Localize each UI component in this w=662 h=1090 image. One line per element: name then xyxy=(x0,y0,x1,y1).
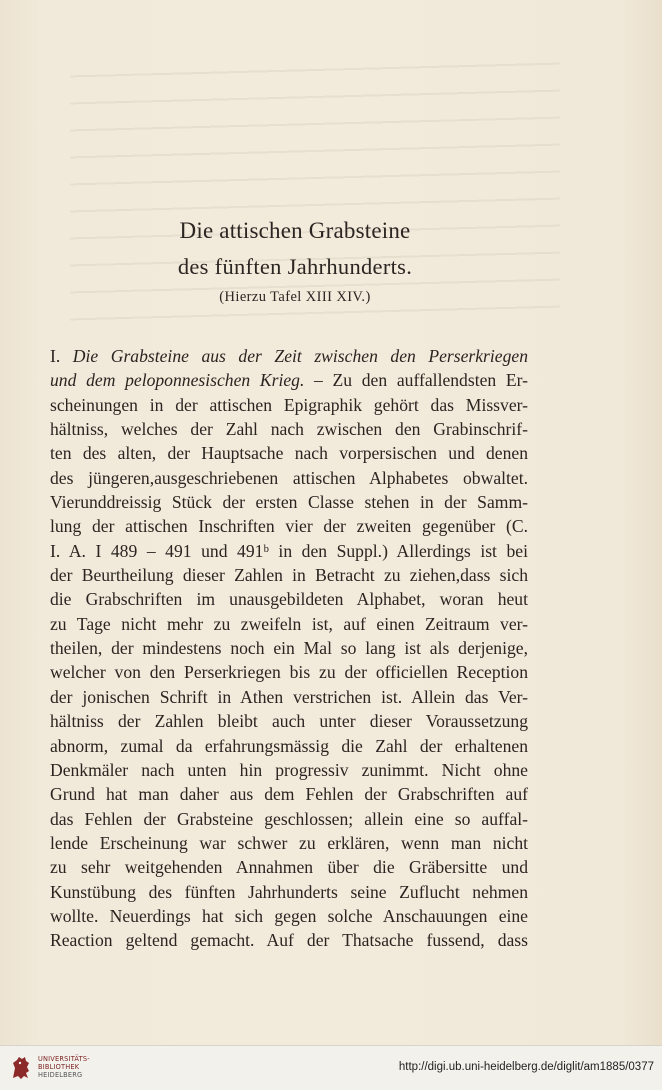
viewer-footer xyxy=(0,1045,662,1090)
text-line: die Grabschriften im unausgebildeten Alphabet, woran heut xyxy=(50,589,528,610)
section-number: I. xyxy=(50,346,73,366)
text-line: welcher von den Perserkriegen bis zu der officiellen Reception xyxy=(50,662,528,683)
text-line: zu sehr weitgehenden Annahmen über die Gräbersitte und xyxy=(50,857,528,878)
text-line: der Beurtheilung dieser Zahlen in Betracht zu ziehen,dass sich xyxy=(50,565,528,586)
section-heading-italic: und dem peloponnesischen Krieg. xyxy=(50,370,305,391)
text-line: theilen, der mindestens noch ein Mal so lang ist als derjenige, xyxy=(50,638,528,659)
plate-reference: (Hierzu Tafel XIII XIV.) xyxy=(219,289,371,305)
text-line: Reaction geltend gemacht. Auf der Thatsache fussend, dass xyxy=(50,930,528,951)
text-line: des jüngeren,ausgeschriebenen attischen Alphabetes obwaltet. xyxy=(50,467,528,488)
article-title: Die attischen Grabsteine xyxy=(179,218,411,243)
text-line xyxy=(50,368,528,392)
text-line: zu Tage nicht mehr zu zweifeln ist, auf einen Zeitraum ver- xyxy=(50,613,528,634)
text-line: hältniss der Zahlen bleibt auch unter dieser Voraussetzung xyxy=(50,711,528,732)
text-line: abnorm, zumal da erfahrungsmässig die Zahl der erhaltenen xyxy=(50,735,528,756)
text-line: Grund hat man daher aus dem Fehlen der Grabschriften auf xyxy=(50,784,528,805)
text-line: der jonischen Schrift in Athen verstrichen ist. Allein das Ver- xyxy=(50,686,528,707)
article-subtitle: des fünften Jahrhunderts. xyxy=(177,254,413,279)
text-line: Vierunddreissig Stück der ersten Classe stehen in der Samm- xyxy=(50,492,528,513)
text-line: ten des alten, der Hauptsache nach vorpersischen und denen xyxy=(50,443,528,464)
text-line xyxy=(50,344,528,368)
library-line-3: HEIDELBERG xyxy=(38,1071,83,1079)
text-line: I. A. I 489 – 491 und 491ᵇ in den Suppl.) Allerdings ist bei xyxy=(50,540,528,561)
text-segment: – Zu den auffallendsten Er- xyxy=(304,370,529,391)
text-line: Kunstübung des fünften Jahrhunderts seine Zuflucht nehmen xyxy=(50,881,528,902)
text-line: das Fehlen der Grabsteine geschlossen; allein eine so auffal- xyxy=(50,808,528,829)
library-line-1: UNIVERSITÄTS- xyxy=(38,1055,90,1063)
text-line: lung der attischen Inschriften vier der zweiten gegenüber (C. xyxy=(50,516,528,537)
text-line: lende Erscheinung war schwer zu erklären, wenn man nicht xyxy=(50,832,528,853)
library-line-2: BIBLIOTHEK xyxy=(38,1063,80,1071)
permalink-url[interactable]: http://digi.ub.uni-heidelberg.de/diglit/am1885/0377 xyxy=(398,1061,654,1073)
library-name xyxy=(38,1055,90,1079)
body-text xyxy=(50,344,528,953)
text-line: hältniss, welches der Zahl nach zwischen den Grabinschrif- xyxy=(50,419,528,440)
text-line: scheinungen in der attischen Epigraphik gehört das Missver- xyxy=(50,394,528,415)
text-line: Denkmäler nach unten hin progressiv zunimmt. Nicht ohne xyxy=(50,759,528,780)
text-line: wollte. Neuerdings hat sich gegen solche Anschauungen eine xyxy=(50,905,528,926)
section-heading-italic: Die Grabsteine aus der Zeit zwischen den Perserkriegen xyxy=(72,346,528,366)
heidelberg-lion-logo-icon xyxy=(8,1054,34,1082)
